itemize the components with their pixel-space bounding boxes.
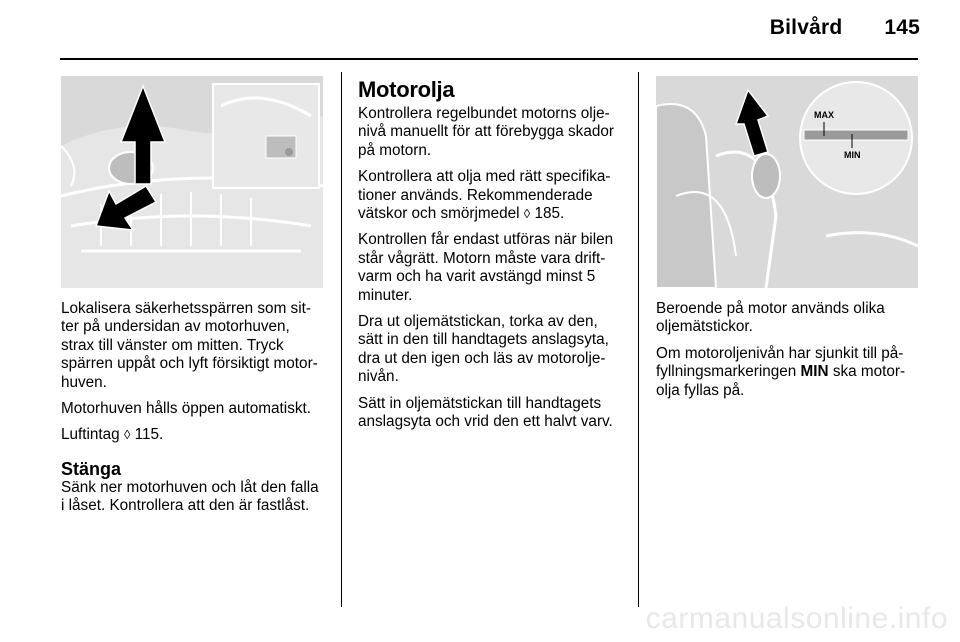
min-label: MIN: [844, 150, 861, 160]
max-label: MAX: [814, 110, 834, 120]
section-title: Bilvård: [769, 16, 843, 39]
min-marking: MIN: [800, 363, 829, 381]
page-reference: 115.: [134, 426, 164, 444]
paragraph: Motorhuven hålls öppen automatiskt.: [61, 400, 311, 418]
paragraph-text: Luftintag: [61, 426, 120, 444]
paragraph: Sätt in oljemätstickan till handtagets anslagsyta och vrid den ett halvt varv.: [358, 394, 613, 431]
paragraph: Kontrollera regelbundet motorns olje-nivå manuellt för att förebygga skador på motorn.: [358, 105, 614, 159]
page-reference: 185.: [534, 205, 565, 223]
page-number: 145: [884, 16, 920, 39]
hood-latch-illustration: [61, 76, 323, 288]
dipstick-illustration: [656, 76, 918, 288]
paragraph: Kontrollen får endast utföras när bilen står vågrätt. Motorn måste vara drift-varm och ha varit avstängd minst 5 minuter.: [358, 231, 614, 304]
paragraph: [656, 345, 924, 400]
paragraph: Beroende på motor används olika oljemätstickor.: [656, 300, 885, 336]
column-1: [61, 300, 326, 524]
paragraph: Lokalisera säkerhetsspärren som sit-ter på undersidan av motorhuven, strax till vänster om mitten. Tryck spärren uppåt och lyft försiktigt motor-huven.: [61, 300, 318, 391]
column-3: [656, 300, 924, 408]
paragraph: Dra ut oljemätstickan, torka av den, sätt in den till handtagets anslagsyta, dra ut den igen och läs av motorolje-nivån.: [358, 313, 609, 386]
column-2: [358, 78, 626, 440]
reference-arrow-icon: ◊: [523, 206, 531, 222]
reference-arrow-icon: ◊: [123, 427, 131, 443]
column-divider: [638, 72, 639, 607]
paragraph: [61, 426, 326, 444]
section-heading: Motorolja: [358, 77, 455, 102]
watermark: carmanualsonline.info: [645, 602, 948, 635]
paragraph-text: Kontrollera att olja med rätt specifika-tioner används. Rekommenderade vätskor och smörjmedel: [358, 168, 611, 223]
paragraph-text: ska motor-olja fyllas på.: [656, 363, 906, 399]
page-header: [770, 16, 920, 40]
subheading: Stänga: [61, 458, 122, 479]
header-rule: [60, 58, 918, 60]
paragraph-text: Om motoroljenivån har sjunkit till på-fyllningsmarkeringen: [656, 344, 904, 381]
column-divider: [341, 72, 342, 607]
paragraph: [358, 168, 626, 223]
paragraph: Sänk ner motorhuven och låt den falla i låset. Kontrollera att den är fastlåst.: [61, 478, 319, 515]
